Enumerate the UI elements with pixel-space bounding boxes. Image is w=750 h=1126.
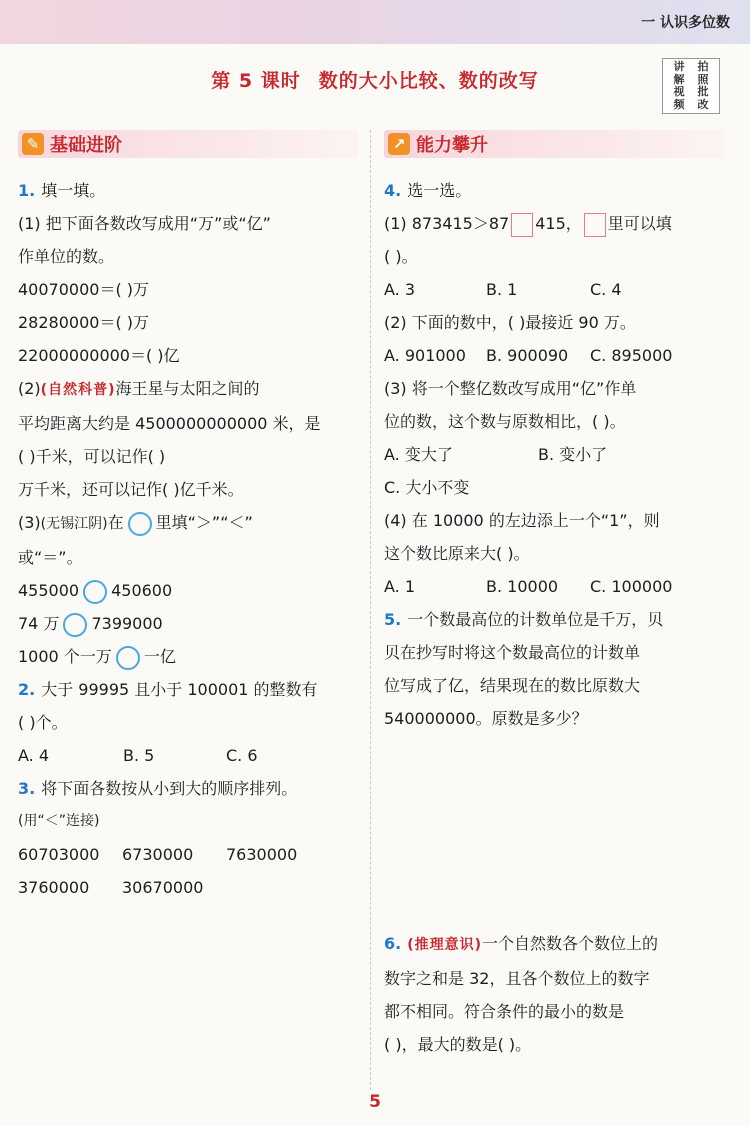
q3-numbers-row-1 xyxy=(18,838,358,871)
q4-p1-c: 里可以填 xyxy=(607,214,672,233)
q4-p1-d[interactable]: ( )。 xyxy=(384,247,418,266)
q4-p3-a: (3) 将一个整亿数改写成用“亿”作单 xyxy=(384,379,637,398)
badge-char: 拍 xyxy=(697,60,709,74)
q4-p2-options xyxy=(384,339,724,372)
q1-blank-row-3[interactable]: 22000000000＝( )亿 xyxy=(18,346,180,365)
number-item: 6730000 xyxy=(122,845,194,864)
question-number: 5. xyxy=(384,610,402,629)
q1-part2-text-b: 平均距离大约是 4500000000000 米，是 xyxy=(18,414,321,433)
question-1 xyxy=(18,174,358,673)
q4-p1-options xyxy=(384,273,724,306)
video-explain-badge[interactable] xyxy=(662,58,720,114)
badge-char: 讲 xyxy=(673,60,685,74)
q2-options xyxy=(18,739,358,772)
badge-char: 频 xyxy=(673,97,685,111)
option-b[interactable]: B. 变小了 xyxy=(538,445,608,464)
q1-part3-text-c: 或“＝”。 xyxy=(18,548,83,567)
lesson-title xyxy=(0,66,750,93)
badge-char: 改 xyxy=(697,97,709,111)
compare-row-3: 1000 个一万 一亿 xyxy=(18,640,358,673)
q4-p2[interactable]: (2) 下面的数中，( )最接近 90 万。 xyxy=(384,313,636,332)
q5-text-b: 贝在抄写时将这个数最高位的计数单 xyxy=(384,643,641,662)
question-stem: 填一填。 xyxy=(41,181,106,200)
compare-row-2: 74 万 7399000 xyxy=(18,607,358,640)
climb-icon: ↗ xyxy=(388,133,410,155)
lesson-name: 数的大小比较、数的改写 xyxy=(318,70,539,92)
question-number: 2. xyxy=(18,680,36,699)
question-6 xyxy=(384,927,724,1061)
option-b[interactable]: B. 5 xyxy=(123,746,155,765)
option-a[interactable]: A. 1 xyxy=(384,577,416,596)
chapter-title: 一 认识多位数 xyxy=(641,15,730,31)
q1-part1-line-a: (1) 把下面各数改写成用“万”或“亿” xyxy=(18,214,271,233)
number-item: 30670000 xyxy=(122,878,204,897)
q5-text-c: 位写成了亿，结果现在的数比原数大 xyxy=(384,676,641,695)
q1-part3-text-a: 在 xyxy=(107,513,124,532)
option-c[interactable]: C. 100000 xyxy=(590,577,673,596)
q6-text-c: 都不相同。符合条件的最小的数是 xyxy=(384,1002,625,1021)
section-header-basic xyxy=(18,130,358,158)
q3-stem: 将下面各数按从小到大的顺序排列。 xyxy=(41,779,298,798)
q5-text-a: 一个数最高位的计数单位是千万，贝 xyxy=(407,610,664,629)
number-item: 7630000 xyxy=(226,845,298,864)
question-5 xyxy=(384,603,724,927)
q4-p4-b[interactable]: 这个数比原来大( )。 xyxy=(384,544,530,563)
q4-stem: 选一选。 xyxy=(407,181,472,200)
question-number: 1. xyxy=(18,181,36,200)
option-c[interactable]: C. 895000 xyxy=(590,346,673,365)
right-column xyxy=(384,130,724,1061)
q3-numbers-row-2 xyxy=(18,871,358,904)
badge-char: 视 xyxy=(673,85,685,99)
option-c[interactable]: C. 4 xyxy=(590,280,622,299)
q2-text-b[interactable]: ( )个。 xyxy=(18,713,68,732)
q6-text-a: 一个自然数各个数位上的 xyxy=(482,934,659,953)
q1-part3-prefix: (3) xyxy=(18,513,41,532)
question-3 xyxy=(18,772,358,904)
option-b[interactable]: B. 10000 xyxy=(486,577,559,596)
q2-text-a: 大于 99995 且小于 100001 的整数有 xyxy=(41,680,318,699)
option-a[interactable]: A. 变大了 xyxy=(384,445,453,464)
option-c[interactable]: C. 大小不变 xyxy=(384,478,470,497)
number-item: 60703000 xyxy=(18,845,100,864)
question-number: 4. xyxy=(384,181,402,200)
q1-blank-row-1[interactable]: 40070000＝( )万 xyxy=(18,280,150,299)
left-column xyxy=(18,130,358,904)
top-banner xyxy=(0,0,750,44)
q1-part2-prefix: (2) xyxy=(18,379,41,398)
badge-char: 批 xyxy=(697,85,709,99)
badge-char: 照 xyxy=(697,72,709,86)
square-blank[interactable] xyxy=(511,213,533,237)
section-title: 基础进阶 xyxy=(50,135,122,156)
compare-circle-2[interactable] xyxy=(63,613,87,637)
lesson-number: 第 5 课时 xyxy=(211,70,301,92)
tag-science: (自然科普) xyxy=(40,382,116,398)
circle-blank-icon xyxy=(128,512,152,536)
q6-text-d[interactable]: ( )，最大的数是( )。 xyxy=(384,1035,532,1054)
q1-part2-text-a: 海王星与太阳之间的 xyxy=(115,379,260,398)
option-a[interactable]: A. 3 xyxy=(384,280,416,299)
q4-p4-a: (4) 在 10000 的左边添上一个“1”，则 xyxy=(384,511,660,530)
question-4 xyxy=(384,174,724,603)
section-header-advanced xyxy=(384,130,724,158)
tag-reasoning: (推理意识) xyxy=(407,937,483,953)
column-divider xyxy=(370,130,371,1090)
option-b[interactable]: B. 900090 xyxy=(486,346,569,365)
q5-answer-space[interactable] xyxy=(384,735,724,927)
q4-p1-b: 415， xyxy=(535,214,582,233)
q1-blank-row-2[interactable]: 28280000＝( )万 xyxy=(18,313,150,332)
question-2 xyxy=(18,673,358,772)
option-a[interactable]: A. 4 xyxy=(18,746,50,765)
q1-part3-text-b: 里填“＞”“＜” xyxy=(155,513,253,532)
q1-part2-text-c[interactable]: ( )千米，可以记作( ) xyxy=(18,447,166,466)
compare-circle-1[interactable] xyxy=(83,580,107,604)
page-number: 5 xyxy=(369,1092,381,1112)
question-number: 6. xyxy=(384,934,402,953)
badge-char: 解 xyxy=(673,72,685,86)
q4-p3-options-row1 xyxy=(384,438,724,471)
square-blank-icon xyxy=(584,213,606,237)
q4-p3-b[interactable]: 位的数，这个数与原数相比，( )。 xyxy=(384,412,626,431)
q4-p4-options xyxy=(384,570,724,603)
section-title: 能力攀升 xyxy=(416,135,488,156)
pencil-icon: ✎ xyxy=(22,133,44,155)
q3-note: (用“＜”连接) xyxy=(18,813,100,829)
number-item: 3760000 xyxy=(18,878,90,897)
tag-region: (无锡江阴) xyxy=(40,516,108,532)
option-a[interactable]: A. 901000 xyxy=(384,346,466,365)
q1-part2-text-d[interactable]: 万千米，还可以记作( )亿千米。 xyxy=(18,480,244,499)
q1-part1-line-b: 作单位的数。 xyxy=(18,247,115,266)
q5-text-d: 540000000。原数是多少？ xyxy=(384,709,588,728)
option-b[interactable]: B. 1 xyxy=(486,280,518,299)
q4-p1-a: (1) 873415＞87 xyxy=(384,214,510,233)
q6-text-b: 数字之和是 32，且各个数位上的数字 xyxy=(384,969,650,988)
question-number: 3. xyxy=(18,779,36,798)
compare-circle-3[interactable] xyxy=(116,646,140,670)
option-c[interactable]: C. 6 xyxy=(226,746,258,765)
compare-row-1: 455000 450600 xyxy=(18,574,358,607)
